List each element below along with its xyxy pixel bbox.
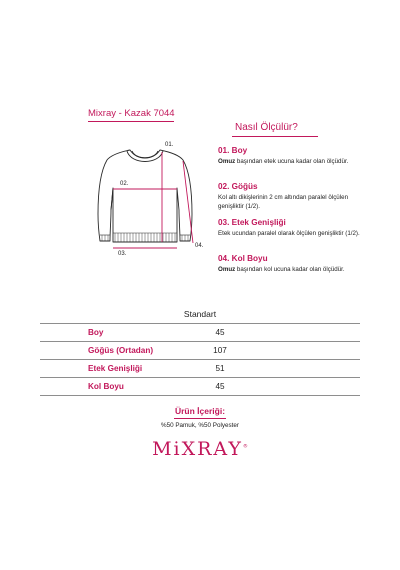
label-03: 03.: [118, 251, 127, 256]
step-desc-rest: Etek ucundan paralel olarak ölçülen genişliktir (1/2).: [218, 230, 360, 237]
table-divider: [40, 377, 360, 378]
size-row-label: Kol Boyu: [88, 382, 124, 391]
label-02: 02.: [120, 181, 129, 187]
step-desc-rest: Kol altı dikişlerinin 2 cm altından paralel ölçülen genişliktir (1/2).: [218, 194, 349, 210]
content-title-underline: [174, 418, 226, 419]
step-number: 04.: [218, 254, 230, 263]
size-row-value: 51: [215, 364, 225, 373]
sweater-diagram: [94, 138, 204, 256]
step-heading: [218, 217, 368, 228]
step-description: [218, 157, 368, 166]
table-divider: [40, 359, 360, 360]
product-title-underline: [88, 121, 174, 122]
table-divider: [40, 395, 360, 396]
label-01: 01.: [165, 142, 174, 148]
content-title: Ürün İçeriği:: [174, 406, 226, 416]
size-table-header: Standart: [183, 309, 217, 319]
step-number: 01.: [218, 146, 230, 155]
size-row-value: 45: [215, 328, 225, 337]
step-desc-rest: başından kol ucuna kadar olan ölçüdür.: [235, 266, 345, 273]
sweater-outline: [98, 150, 192, 242]
step-heading: [218, 253, 368, 264]
brand-logo: [0, 438, 400, 460]
measure-labels: [118, 142, 204, 256]
step-name: Göğüs: [231, 182, 258, 191]
step-01: [218, 145, 368, 166]
how-to-title: Nasıl Ölçülür?: [235, 122, 298, 133]
size-row-label: Boy: [88, 328, 104, 337]
size-row-value: 107: [213, 346, 227, 355]
size-row-label: Etek Genişliği: [88, 364, 143, 373]
product-title: Mixray - Kazak 7044: [88, 108, 175, 119]
step-number: 02.: [218, 182, 230, 191]
step-name: Boy: [231, 146, 248, 155]
size-row-value: 45: [215, 382, 225, 391]
step-03: [218, 217, 368, 238]
brand-registered-mark: ®: [242, 443, 248, 450]
size-row-label: Göğüs (Ortadan): [88, 346, 154, 355]
how-to-title-underline: [232, 136, 318, 137]
hem-ribbing: [102, 233, 188, 242]
step-number: 03.: [218, 218, 230, 227]
label-04: 04.: [195, 243, 204, 249]
step-desc-lead: Omuz: [218, 266, 236, 273]
step-description: [218, 265, 368, 274]
step-heading: [218, 145, 368, 156]
table-divider: [40, 323, 360, 324]
measure-lines: [113, 152, 193, 248]
step-desc-lead: Omuz: [218, 158, 236, 165]
step-04: [218, 253, 368, 274]
step-02: [218, 181, 368, 211]
step-description: [218, 193, 368, 211]
table-divider: [40, 341, 360, 342]
brand-name: MiXRAY: [152, 438, 243, 460]
step-name: Etek Genişliği: [231, 218, 286, 227]
step-desc-rest: başından etek ucuna kadar olan ölçüdür.: [235, 158, 349, 165]
step-name: Kol Boyu: [231, 254, 268, 263]
step-description: [218, 229, 368, 238]
content-value: %50 Pamuk, %50 Polyester: [160, 422, 240, 429]
step-heading: [218, 181, 368, 192]
